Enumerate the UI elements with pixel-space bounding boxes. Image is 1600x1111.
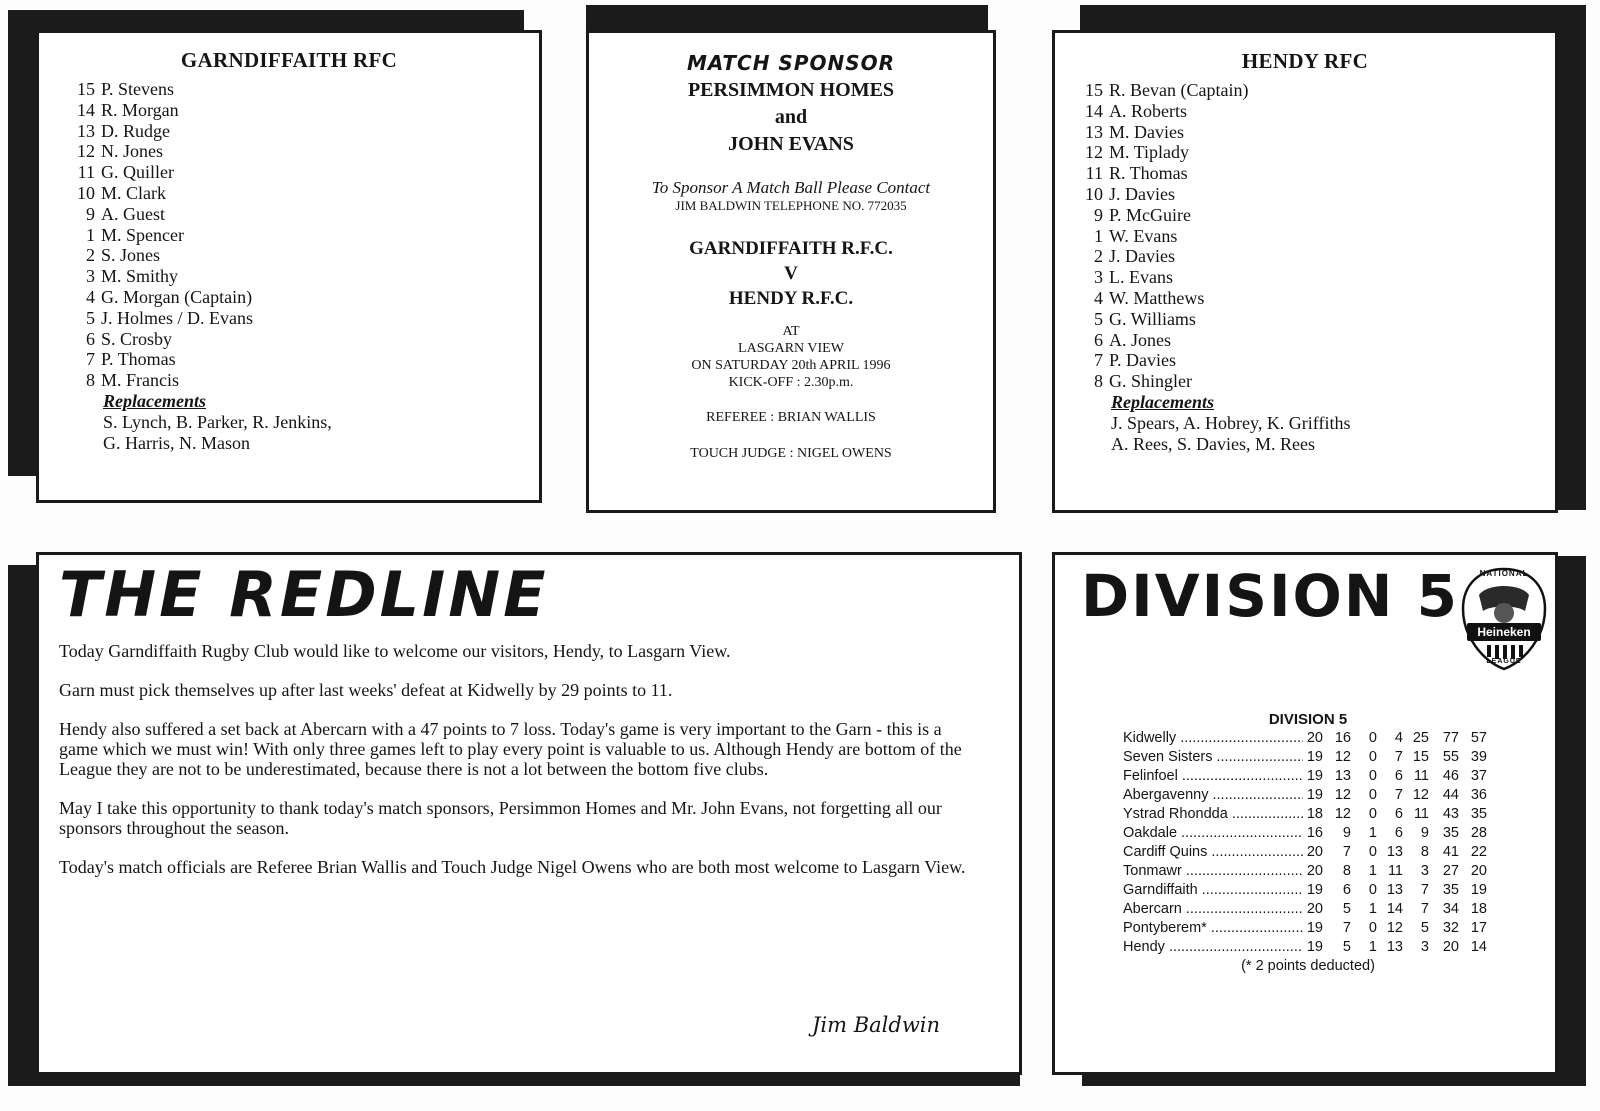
roster-player — [69, 225, 539, 246]
league-cell-d: 1 — [1368, 863, 1377, 879]
league-cell-p: 20 — [1306, 901, 1323, 917]
badge-brand-text: Heineken — [1477, 625, 1531, 639]
roster-player — [69, 266, 539, 287]
roster-player — [69, 370, 539, 391]
league-cell-w: 13 — [1334, 768, 1351, 784]
home-replacements-label: Replacements — [103, 390, 206, 411]
league-cell-pts: 28 — [1470, 825, 1487, 841]
national-league-badge — [1459, 565, 1549, 671]
league-club: Ystrad Rhondda ..... — [1123, 805, 1303, 824]
league-row — [1123, 729, 1523, 748]
league-cell-tries-against: 27 — [1442, 863, 1459, 879]
player-number: 6 — [86, 328, 95, 349]
away-team-title: HENDY RFC — [1241, 49, 1369, 73]
league-cell-l: 13 — [1386, 939, 1403, 955]
fixture-kickoff: KICK-OFF : 2.30p.m. — [728, 375, 854, 390]
player-name: W. Matthews — [1109, 287, 1205, 308]
league-cell-p: 20 — [1306, 844, 1323, 860]
roster-player — [1077, 350, 1555, 371]
player-name: J. Davies — [1109, 246, 1175, 267]
league-rows — [1123, 729, 1523, 957]
league-cell-p: 19 — [1306, 939, 1323, 955]
league-cell-w: 16 — [1334, 730, 1351, 746]
league-cell-t: 11 — [1413, 806, 1429, 822]
league-club: Pontyberem* ..... — [1123, 919, 1303, 938]
roster-player — [1077, 122, 1555, 143]
league-cell-w: 9 — [1342, 825, 1351, 841]
league-cell-p: 20 — [1306, 863, 1323, 879]
player-number: 9 — [86, 203, 95, 224]
badge-top-text: NATIONAL — [1479, 569, 1529, 578]
player-name: S. Crosby — [101, 328, 173, 349]
player-name: G. Shingler — [1109, 371, 1192, 392]
league-cell-tries-against: 44 — [1442, 787, 1459, 803]
league-cell-d: 0 — [1368, 882, 1377, 898]
league-cell-w: 8 — [1342, 863, 1351, 879]
league-cell-t: 25 — [1412, 730, 1429, 746]
roster-player — [1077, 371, 1555, 392]
player-name: A. Roberts — [1109, 100, 1187, 121]
roster-player — [1077, 184, 1555, 205]
fixture-touch-judge: TOUCH JUDGE : NIGEL OWENS — [690, 446, 892, 461]
league-row — [1123, 919, 1523, 938]
roster-player — [69, 245, 539, 266]
roster-player — [1077, 142, 1555, 163]
home-replacements-line: G. Harris, N. Mason — [103, 432, 250, 453]
player-name: N. Jones — [101, 141, 163, 162]
player-name: P. Davies — [1109, 350, 1176, 371]
league-cell-tries-against: 46 — [1442, 768, 1459, 784]
league-club: Tonmawr ..... — [1123, 862, 1303, 881]
player-name: W. Evans — [1109, 225, 1178, 246]
league-table — [1123, 710, 1523, 976]
roster-player — [69, 329, 539, 350]
sponsor-panel — [586, 30, 996, 513]
away-replacements-line: A. Rees, S. Davies, M. Rees — [1111, 433, 1315, 454]
league-cell-l: 14 — [1386, 901, 1403, 917]
player-name: M. Tiplady — [1109, 142, 1190, 163]
away-roster — [1077, 80, 1555, 392]
league-club: Seven Sisters ..... — [1123, 748, 1303, 767]
redline-paragraph: Hendy also suffered a set back at Abercarn with a 47 points to 7 loss. Today's game is very important to the Garn - this is a game which we must win! With only three games left to play every point is valuable to us. Although Hendy are bottom of the League they are not to be underestimated, because there is not a lot between the bottom five clubs. — [59, 719, 962, 779]
roster-player — [1077, 163, 1555, 184]
league-cell-l: 4 — [1394, 730, 1403, 746]
league-row — [1123, 805, 1523, 824]
league-club: Abercarn ..... — [1123, 900, 1303, 919]
league-table-title: DIVISION 5 — [1268, 711, 1348, 728]
league-cell-w: 7 — [1342, 920, 1351, 936]
redline-paragraph: Today's match officials are Referee Brian Wallis and Touch Judge Nigel Owens who are both most welcome to Lasgarn View. — [59, 857, 966, 877]
league-cell-tries-against: 41 — [1442, 844, 1459, 860]
league-club: Garndiffaith ..... — [1123, 881, 1303, 900]
roster-player — [1077, 226, 1555, 247]
player-number: 11 — [77, 162, 95, 183]
league-row — [1123, 786, 1523, 805]
league-cell-l: 7 — [1394, 787, 1403, 803]
league-row — [1123, 900, 1523, 919]
player-number: 9 — [1094, 204, 1103, 225]
league-cell-w: 12 — [1334, 787, 1351, 803]
home-roster — [69, 79, 539, 391]
league-club: Felinfoel ..... — [1123, 767, 1303, 786]
league-cell-tries-against: 20 — [1442, 939, 1459, 955]
league-cell-p: 20 — [1306, 730, 1323, 746]
league-cell-d: 0 — [1368, 787, 1377, 803]
redline-paragraph: May I take this opportunity to thank today's match sponsors, Persimmon Homes and Mr. John Evans, not forgetting all our sponsors throughout the season. — [59, 798, 942, 838]
roster-player — [1077, 330, 1555, 351]
player-name: M. Smithy — [101, 266, 179, 287]
roster-player — [69, 204, 539, 225]
fixture-versus: V — [784, 263, 798, 284]
league-cell-w: 5 — [1342, 939, 1351, 955]
league-row — [1123, 862, 1523, 881]
division-heading: DIVISION 5 — [1081, 562, 1459, 630]
league-cell-p: 16 — [1306, 825, 1323, 841]
league-club: Oakdale ..... — [1123, 824, 1303, 843]
league-cell-pts: 18 — [1470, 901, 1487, 917]
league-cell-l: 6 — [1394, 825, 1403, 841]
roster-player — [69, 162, 539, 183]
player-number: 3 — [86, 266, 95, 287]
league-cell-tries-against: 35 — [1442, 825, 1459, 841]
player-name: G. Morgan (Captain) — [101, 286, 253, 307]
league-cell-l: 7 — [1394, 749, 1403, 765]
player-name: D. Rudge — [101, 120, 170, 141]
league-cell-p: 19 — [1306, 768, 1323, 784]
away-team-panel — [1052, 30, 1558, 513]
roster-player — [1077, 288, 1555, 309]
roster-player — [69, 183, 539, 204]
fixture-referee: REFEREE : BRIAN WALLIS — [706, 410, 876, 425]
league-cell-d: 1 — [1368, 825, 1377, 841]
fixture-date: ON SATURDAY 20th APRIL 1996 — [691, 358, 891, 373]
league-cell-d: 0 — [1368, 806, 1377, 822]
player-number: 5 — [1094, 308, 1103, 329]
player-name: R. Thomas — [1109, 163, 1188, 184]
league-cell-t: 5 — [1420, 920, 1429, 936]
league-cell-t: 7 — [1420, 882, 1429, 898]
league-cell-l: 13 — [1386, 882, 1403, 898]
league-cell-w: 12 — [1334, 806, 1351, 822]
league-cell-t: 8 — [1420, 844, 1429, 860]
league-cell-pts: 17 — [1470, 920, 1487, 936]
league-footnote: (* 2 points deducted) — [1241, 958, 1375, 974]
league-cell-pts: 37 — [1470, 768, 1487, 784]
league-cell-pts: 14 — [1470, 939, 1487, 955]
fixture-away: HENDY R.F.C. — [728, 288, 854, 309]
player-number: 8 — [1094, 371, 1103, 392]
roster-player — [69, 100, 539, 121]
league-row — [1123, 938, 1523, 957]
sponsor-name-1: PERSIMMON HOMES — [687, 79, 895, 101]
player-number: 13 — [1085, 121, 1103, 142]
player-number: 7 — [86, 349, 95, 370]
league-row — [1123, 748, 1523, 767]
league-club: Hendy ..... — [1123, 938, 1303, 957]
league-cell-pts: 35 — [1470, 806, 1487, 822]
player-number: 10 — [1085, 183, 1103, 204]
league-cell-t: 11 — [1413, 768, 1429, 784]
sponsor-name-2: JOHN EVANS — [728, 133, 854, 155]
league-cell-d: 0 — [1368, 844, 1377, 860]
league-cell-w: 7 — [1342, 844, 1351, 860]
sponsor-and: and — [774, 106, 808, 128]
roster-player — [69, 287, 539, 308]
redline-paragraph: Garn must pick themselves up after last weeks' defeat at Kidwelly by 29 points to 11. — [59, 680, 673, 700]
player-number: 10 — [77, 182, 95, 203]
player-name: L. Evans — [1109, 267, 1173, 288]
fixture-home: GARNDIFFAITH R.F.C. — [689, 238, 893, 259]
league-row — [1123, 881, 1523, 900]
player-number: 2 — [86, 245, 95, 266]
player-name: A. Guest — [101, 203, 165, 224]
league-row — [1123, 843, 1523, 862]
league-cell-p: 18 — [1306, 806, 1323, 822]
roster-player — [1077, 246, 1555, 267]
roster-player — [1077, 309, 1555, 330]
player-name: G. Quiller — [101, 162, 174, 183]
player-number: 3 — [1094, 267, 1103, 288]
league-cell-l: 6 — [1394, 768, 1403, 784]
home-team-panel — [36, 30, 542, 503]
league-cell-t: 7 — [1420, 901, 1429, 917]
redline-body — [59, 641, 979, 877]
player-number: 5 — [86, 307, 95, 328]
player-number: 13 — [77, 120, 95, 141]
league-cell-pts: 57 — [1470, 730, 1487, 746]
player-number: 2 — [1094, 246, 1103, 267]
roster-player — [1077, 267, 1555, 288]
roster-player — [69, 121, 539, 142]
player-name: P. Stevens — [101, 79, 175, 99]
player-name: G. Williams — [1109, 308, 1196, 329]
roster-player — [1077, 101, 1555, 122]
league-row — [1123, 824, 1523, 843]
league-cell-l: 12 — [1386, 920, 1403, 936]
player-number: 15 — [1085, 80, 1103, 100]
league-cell-tries-against: 77 — [1442, 730, 1459, 746]
roster-player — [1077, 80, 1555, 101]
league-cell-d: 0 — [1368, 768, 1377, 784]
player-name: P. Thomas — [101, 349, 176, 370]
league-cell-w: 5 — [1342, 901, 1351, 917]
away-replacements-label: Replacements — [1111, 391, 1214, 412]
league-cell-t: 9 — [1420, 825, 1429, 841]
editor-signature: Jim Baldwin — [812, 1013, 941, 1037]
league-row — [1123, 767, 1523, 786]
player-number: 1 — [1094, 225, 1103, 246]
league-cell-p: 19 — [1306, 882, 1323, 898]
league-cell-p: 19 — [1306, 749, 1323, 765]
sponsor-contact-line: To Sponsor A Match Ball Please Contact — [651, 178, 931, 197]
league-cell-d: 1 — [1368, 901, 1377, 917]
roster-player — [69, 141, 539, 162]
league-cell-d: 0 — [1368, 730, 1377, 746]
league-cell-d: 1 — [1368, 939, 1377, 955]
player-name: J. Davies — [1109, 183, 1175, 204]
league-cell-pts: 20 — [1470, 863, 1487, 879]
league-club: Cardiff Quins ..... — [1123, 843, 1303, 862]
player-name: S. Jones — [101, 245, 161, 266]
player-name: M. Davies — [1109, 121, 1184, 142]
league-cell-p: 19 — [1306, 920, 1323, 936]
player-number: 4 — [1094, 287, 1103, 308]
fixture-venue: LASGARN VIEW — [738, 341, 844, 356]
fixture-at: AT — [782, 324, 800, 339]
league-cell-d: 0 — [1368, 749, 1377, 765]
league-cell-t: 3 — [1420, 939, 1429, 955]
roster-player — [69, 308, 539, 329]
roster-player — [1077, 205, 1555, 226]
league-cell-pts: 22 — [1470, 844, 1487, 860]
player-number: 12 — [1085, 142, 1103, 163]
player-name: J. Holmes / D. Evans — [101, 307, 253, 328]
player-number: 14 — [77, 99, 95, 120]
league-cell-w: 6 — [1342, 882, 1351, 898]
league-cell-tries-against: 43 — [1442, 806, 1459, 822]
redline-paragraph: Today Garndiffaith Rugby Club would like to welcome our visitors, Hendy, to Lasgarn View. — [59, 641, 731, 661]
league-cell-pts: 36 — [1470, 787, 1487, 803]
player-number: 15 — [77, 79, 95, 99]
match-sponsor-heading: MATCH SPONSOR — [686, 51, 896, 75]
league-cell-w: 12 — [1334, 749, 1351, 765]
player-name: M. Clark — [101, 182, 166, 203]
player-name: M. Spencer — [101, 224, 184, 245]
league-club: Abergavenny ..... — [1123, 786, 1303, 805]
league-cell-t: 15 — [1412, 749, 1429, 765]
league-cell-tries-against: 32 — [1442, 920, 1459, 936]
league-cell-p: 19 — [1306, 787, 1323, 803]
roster-player — [69, 349, 539, 370]
player-name: R. Bevan (Captain) — [1109, 80, 1249, 100]
league-cell-t: 3 — [1420, 863, 1429, 879]
player-number: 11 — [1085, 163, 1103, 184]
league-cell-l: 13 — [1386, 844, 1403, 860]
league-cell-d: 0 — [1368, 920, 1377, 936]
home-team-title: GARNDIFFAITH RFC — [180, 48, 398, 72]
league-cell-pts: 39 — [1470, 749, 1487, 765]
player-number: 8 — [86, 370, 95, 391]
player-name: R. Morgan — [101, 99, 179, 120]
away-replacements-line: J. Spears, A. Hobrey, K. Griffiths — [1111, 412, 1351, 433]
league-cell-tries-against: 35 — [1442, 882, 1459, 898]
league-cell-tries-against: 34 — [1442, 901, 1459, 917]
player-number: 4 — [86, 286, 95, 307]
player-name: A. Jones — [1109, 329, 1171, 350]
player-name: P. McGuire — [1109, 204, 1191, 225]
player-number: 6 — [1094, 329, 1103, 350]
league-club: Kidwelly ..... — [1123, 729, 1303, 748]
player-name: M. Francis — [101, 370, 179, 391]
redline-heading: THE REDLINE — [59, 558, 549, 631]
player-number: 12 — [77, 141, 95, 162]
league-cell-l: 11 — [1387, 863, 1403, 879]
player-number: 14 — [1085, 100, 1103, 121]
division-panel — [1052, 552, 1558, 1075]
roster-player — [69, 79, 539, 100]
league-cell-pts: 19 — [1470, 882, 1487, 898]
league-cell-tries-against: 55 — [1442, 749, 1459, 765]
badge-bottom-text: LEAGUE — [1486, 658, 1522, 665]
sponsor-contact-detail: JIM BALDWIN TELEPHONE NO. 772035 — [675, 198, 907, 213]
redline-panel — [36, 552, 1022, 1075]
league-cell-l: 6 — [1394, 806, 1403, 822]
home-replacements-line: S. Lynch, B. Parker, R. Jenkins, — [103, 411, 332, 432]
league-cell-t: 12 — [1412, 787, 1429, 803]
player-number: 1 — [86, 224, 95, 245]
player-number: 7 — [1094, 350, 1103, 371]
